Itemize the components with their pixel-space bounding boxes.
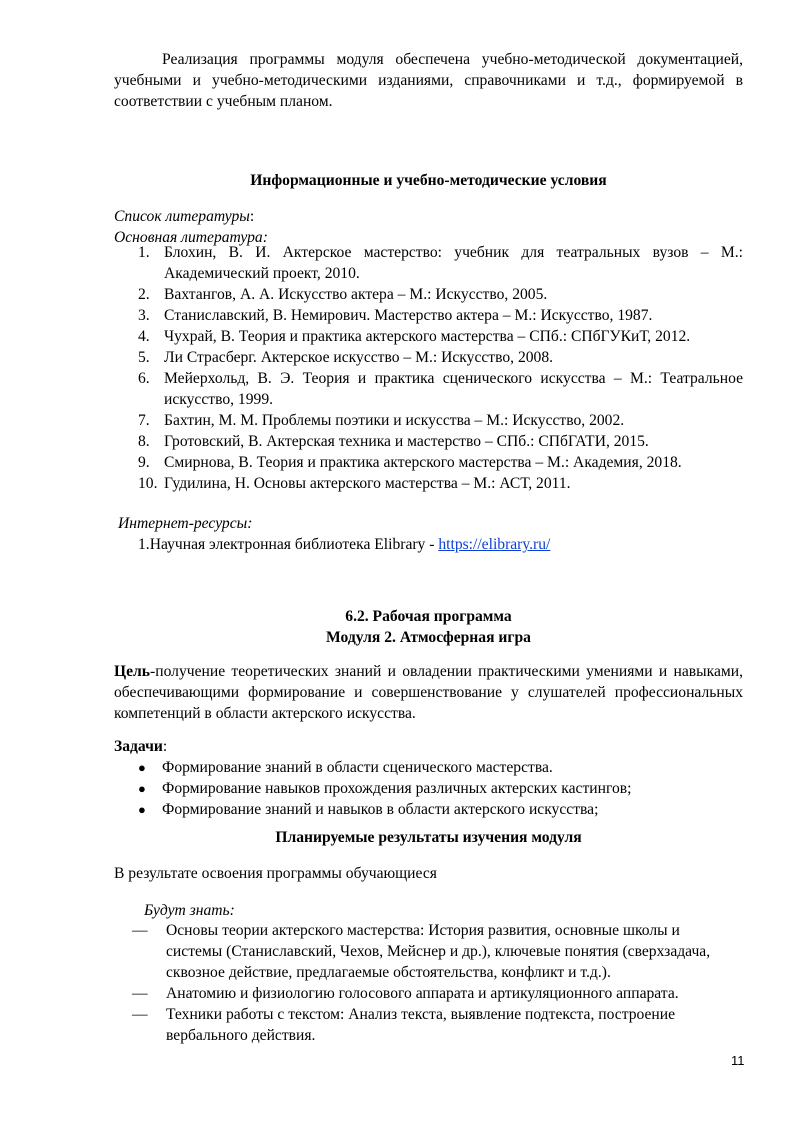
elibrary-link[interactable]: https://elibrary.ru/: [438, 536, 551, 553]
literature-item-number: 5.: [138, 349, 150, 366]
literature-item: [114, 431, 743, 452]
literature-item-text: Вахтангов, А. А. Искусство актера – М.: Искусство, 2005.: [164, 286, 548, 303]
main-literature-label: Основная литература:: [114, 229, 268, 246]
internet-resources-label: Интернет-ресурсы:: [118, 515, 253, 532]
goal-label: Цель: [114, 663, 151, 680]
task-item-text: Формирование навыков прохождения различных актерских кастингов;: [162, 780, 632, 797]
tasks-list: [114, 757, 743, 820]
literature-item-text: Смирнова, В. Теория и практика актерского мастерства – М.: Академия, 2018.: [164, 454, 682, 471]
literature-item-text: Гротовский, В. Актерская техника и мастерство – СПб.: СПбГАТИ, 2015.: [164, 433, 649, 450]
goal-paragraph: [114, 661, 743, 724]
literature-item-number: 3.: [138, 307, 150, 324]
intro-paragraph: Реализация программы модуля обеспечена учебно-методической документацией, учебными и учебно-методическими изданиями, справочниками и т.д., формируемой в соответствии с учебным планом.: [114, 51, 743, 110]
literature-item-text: Чухрай, В. Теория и практика актерского мастерства – СПб.: СПбГУКиТ, 2012.: [164, 328, 691, 345]
literature-item-number: 1.: [138, 244, 150, 261]
literature-item-number: 9.: [138, 454, 150, 471]
literature-list-label: Список литературы: [114, 208, 250, 225]
literature-item: [114, 368, 743, 410]
result-item: [114, 983, 714, 1004]
internet-resource-prefix: 1.Научная электронная библиотека Elibrary -: [138, 536, 439, 553]
literature-item: [114, 473, 743, 494]
literature-item: [114, 242, 743, 284]
literature-list: [114, 242, 743, 494]
result-item: [114, 1004, 714, 1046]
bullet-icon: ●: [138, 781, 146, 796]
literature-item-number: 2.: [138, 286, 150, 303]
results-list: [114, 920, 714, 1046]
section-title-info: Информационные и учебно-методические условия: [250, 172, 607, 189]
bullet-icon: ●: [138, 760, 146, 775]
internet-resource-item: [118, 534, 743, 555]
result-item-text: Основы теории актерского мастерства: История развития, основные школы и системы (Станиславский, Чехов, Мейснер и др.), ключевые понятия (сверхзадача, сквозное действие, предлагаемые обстоятельства, конфликт и т.д.).: [166, 922, 711, 981]
task-item-text: Формирование знаний и навыков в области актерского искусства;: [162, 801, 599, 818]
bullet-icon: ●: [138, 802, 146, 817]
page-number: 11: [731, 1053, 745, 1068]
tasks-colon: :: [162, 738, 168, 755]
literature-item-text: Бахтин, М. М. Проблемы поэтики и искусства – М.: Искусство, 2002.: [164, 412, 625, 429]
literature-item: [114, 326, 743, 347]
dash-icon: —: [132, 1006, 148, 1023]
goal-text: -получение теоретических знаний и овладении практическими умениями и навыками, обеспечивающими формирование и совершенствование у слушателей профессиональных компетенций в области актерского искусства.: [114, 663, 743, 722]
internet-resources: [118, 513, 743, 555]
tasks-block: [114, 736, 743, 820]
literature-list-colon: :: [249, 208, 255, 225]
literature-item-text: Гудилина, Н. Основы актерского мастерства – М.: АСТ, 2011.: [164, 475, 571, 492]
literature-item-text: Станиславский, В. Немирович. Мастерство актера – М.: Искусство, 1987.: [164, 307, 653, 324]
literature-item: [114, 410, 743, 431]
literature-item-number: 10.: [138, 475, 158, 492]
program-title-block: [114, 606, 743, 648]
tasks-label: Задачи: [114, 738, 163, 755]
literature-item-number: 6.: [138, 370, 150, 387]
result-item: [114, 920, 714, 983]
task-item: [114, 799, 743, 820]
program-title-line2: Модуля 2. Атмосферная игра: [326, 629, 531, 646]
literature-item-number: 8.: [138, 433, 150, 450]
result-item-text: Анатомию и физиологию голосового аппарата и артикуляционного аппарата.: [166, 985, 679, 1002]
literature-item: [114, 305, 743, 326]
task-item: [114, 778, 743, 799]
literature-item: [114, 347, 743, 368]
task-item: [114, 757, 743, 778]
task-item-text: Формирование знаний в области сценического мастерства.: [162, 759, 553, 776]
literature-item-text: Мейерхольд, В. Э. Теория и практика сценического искусства – М.: Театральное искусство, 1999.: [164, 370, 743, 408]
literature-item-number: 4.: [138, 328, 150, 345]
results-lead: В результате освоения программы обучающиеся: [114, 865, 437, 882]
result-item-text: Техники работы с текстом: Анализ текста, выявление подтекста, построение вербального действия.: [166, 1006, 676, 1044]
dash-icon: —: [132, 985, 148, 1002]
literature-item-text: Блохин, В. И. Актерское мастерство: учебник для театральных вузов – М.: Академический проект, 2010.: [164, 244, 743, 282]
know-label: Будут знать:: [144, 902, 235, 919]
literature-item-number: 7.: [138, 412, 150, 429]
literature-item: [114, 452, 743, 473]
section-title-results: Планируемые результаты изучения модуля: [275, 829, 582, 846]
program-title-line1: 6.2. Рабочая программа: [345, 608, 512, 625]
literature-item-text: Ли Страсберг. Актерское искусство – М.: Искусство, 2008.: [164, 349, 554, 366]
dash-icon: —: [132, 922, 148, 939]
literature-item: [114, 284, 743, 305]
